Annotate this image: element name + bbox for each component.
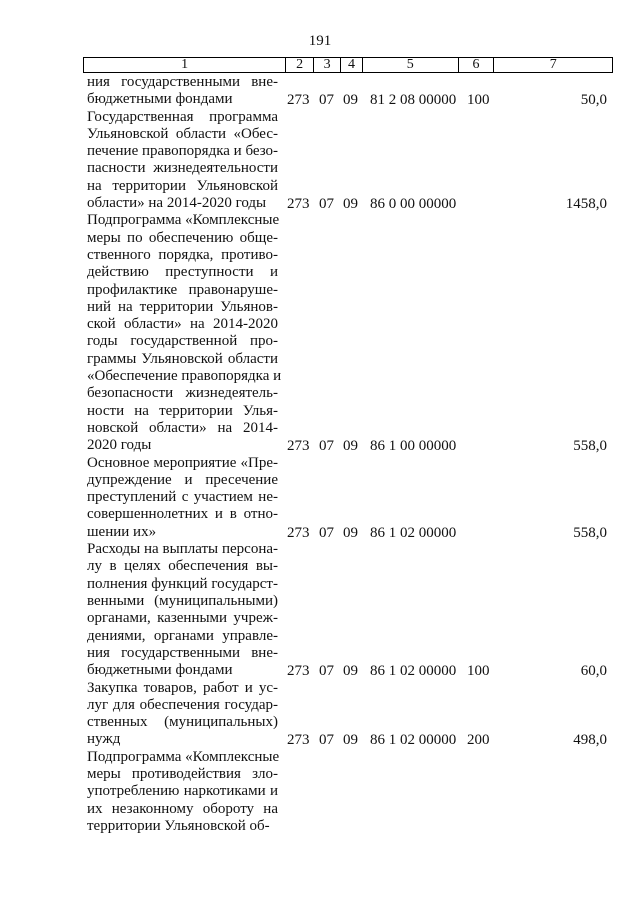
description-line: органами, казенными учреж-	[87, 610, 278, 627]
cell-col-7: 558,0	[573, 524, 607, 541]
description-line: преступлений с участием не-	[87, 489, 278, 506]
description-line: бюджетными фондами	[87, 662, 233, 679]
table-header-row	[83, 57, 613, 73]
cell-col-6: 100	[467, 663, 490, 680]
cell-col-3: 07	[319, 732, 334, 749]
description-line: Подпрограмма «Комплексные	[87, 748, 280, 765]
cell-col-5: 81 2 08 00000	[370, 92, 457, 109]
description-line: печение правопорядка и безо-	[87, 143, 279, 160]
cell-col-4: 09	[343, 438, 358, 455]
cell-col-2: 273	[287, 663, 310, 680]
description-line: профилактике правонаруше-	[87, 281, 278, 298]
description-line: «Обеспечение правопорядка и	[87, 368, 282, 385]
cell-col-7: 558,0	[573, 438, 607, 455]
cell-col-2: 273	[287, 438, 310, 455]
cell-col-5: 86 1 02 00000	[370, 524, 457, 541]
header-col-1: 1	[84, 58, 286, 72]
description-line: пасности жизнедеятельности	[87, 160, 278, 177]
description-line: полнения функций государст-	[87, 575, 278, 592]
description-line: их незаконному обороту на	[87, 800, 278, 817]
description-line: меры по обеспечению обще-	[87, 229, 278, 246]
description-line: бюджетными фондами	[87, 91, 233, 108]
description-line: ности на территории Улья-	[87, 402, 278, 419]
description-line: шении их»	[87, 523, 157, 540]
header-col-6: 6	[459, 58, 495, 72]
cell-col-7: 1458,0	[565, 196, 607, 213]
description-line: ственного порядка, противо-	[87, 246, 278, 263]
description-line: дупреждение и пресечение	[87, 471, 278, 488]
cell-col-3: 07	[319, 92, 334, 109]
header-col-7: 7	[549, 57, 557, 72]
cell-col-5: 86 1 00 00000	[370, 438, 457, 455]
cell-col-2: 273	[287, 92, 310, 109]
description-line: ния государственными вне-	[87, 74, 278, 90]
cell-col-6: 100	[467, 92, 490, 109]
cell-col-3: 07	[319, 663, 334, 680]
cell-col-7: 498,0	[573, 732, 607, 749]
cell-col-3: 07	[319, 196, 334, 213]
cell-col-2: 273	[287, 196, 310, 213]
description-line: Основное мероприятие «Пре-	[87, 454, 278, 471]
description-line: ственных (муниципальных)	[87, 714, 278, 731]
header-col-4: 4	[341, 58, 363, 72]
description-line: ний на территории Ульянов-	[87, 298, 278, 315]
description-line: Расходы на выплаты персона-	[87, 541, 278, 558]
cell-col-2: 273	[287, 732, 310, 749]
cell-col-7: 50,0	[580, 92, 607, 109]
row-values	[0, 662, 640, 680]
cell-col-7: 60,0	[580, 663, 607, 680]
description-line: действию преступности и	[87, 264, 278, 281]
description-line: луг для обеспечения государ-	[87, 696, 278, 713]
header-col-2: 2	[286, 58, 314, 72]
description-line: годы государственной про-	[87, 333, 278, 350]
cell-col-5: 86 0 00 00000	[370, 196, 457, 213]
cell-col-6: 200	[467, 732, 490, 749]
cell-col-5: 86 1 02 00000	[370, 732, 457, 749]
description-line: венными (муниципальными)	[87, 592, 278, 609]
description-line: Закупка товаров, работ и ус-	[87, 679, 278, 696]
description-line: Ульяновской области «Обес-	[87, 125, 278, 142]
row-description	[87, 212, 282, 454]
description-line: совершеннолетних и в отно-	[87, 506, 278, 523]
description-line: Государственная программа	[87, 108, 278, 125]
cell-col-4: 09	[343, 524, 358, 541]
description-line: на территории Ульяновской	[87, 177, 278, 194]
cell-col-4: 09	[343, 663, 358, 680]
row-values	[0, 818, 640, 836]
cell-col-4: 09	[343, 92, 358, 109]
description-line: Подпрограмма «Комплексные	[87, 212, 280, 229]
cell-col-4: 09	[343, 196, 358, 213]
header-col-3: 3	[314, 58, 341, 72]
description-line: меры противодействия зло-	[87, 765, 278, 782]
description-line: ской области» на 2014-2020	[87, 316, 278, 333]
row-description	[87, 541, 278, 679]
header-col-5: 5	[363, 58, 459, 72]
description-line: граммы Ульяновской области	[87, 350, 278, 367]
description-line: лу в целях обеспечения вы-	[87, 558, 278, 575]
description-line: нужд	[87, 731, 121, 748]
description-line: употреблению наркотиками и	[87, 783, 278, 800]
row-values	[0, 524, 640, 542]
description-line: 2020 годы	[87, 437, 152, 454]
cell-col-2: 273	[287, 524, 310, 541]
description-line: безопасности жизнедеятель-	[87, 385, 278, 402]
cell-col-4: 09	[343, 732, 358, 749]
row-values	[0, 437, 640, 455]
row-values	[0, 731, 640, 749]
page-number: 191	[308, 33, 332, 49]
cell-col-5: 86 1 02 00000	[370, 663, 457, 680]
row-values	[0, 91, 640, 109]
description-line: дениями, органами управле-	[87, 627, 278, 644]
description-line: новской области» на 2014-	[87, 419, 278, 436]
cell-col-3: 07	[319, 524, 334, 541]
cell-col-3: 07	[319, 438, 334, 455]
description-line: территории Ульяновской об-	[87, 817, 270, 834]
row-values	[0, 195, 640, 213]
description-line: ния государственными вне-	[87, 644, 278, 661]
description-line: области» на 2014-2020 годы	[87, 195, 267, 212]
